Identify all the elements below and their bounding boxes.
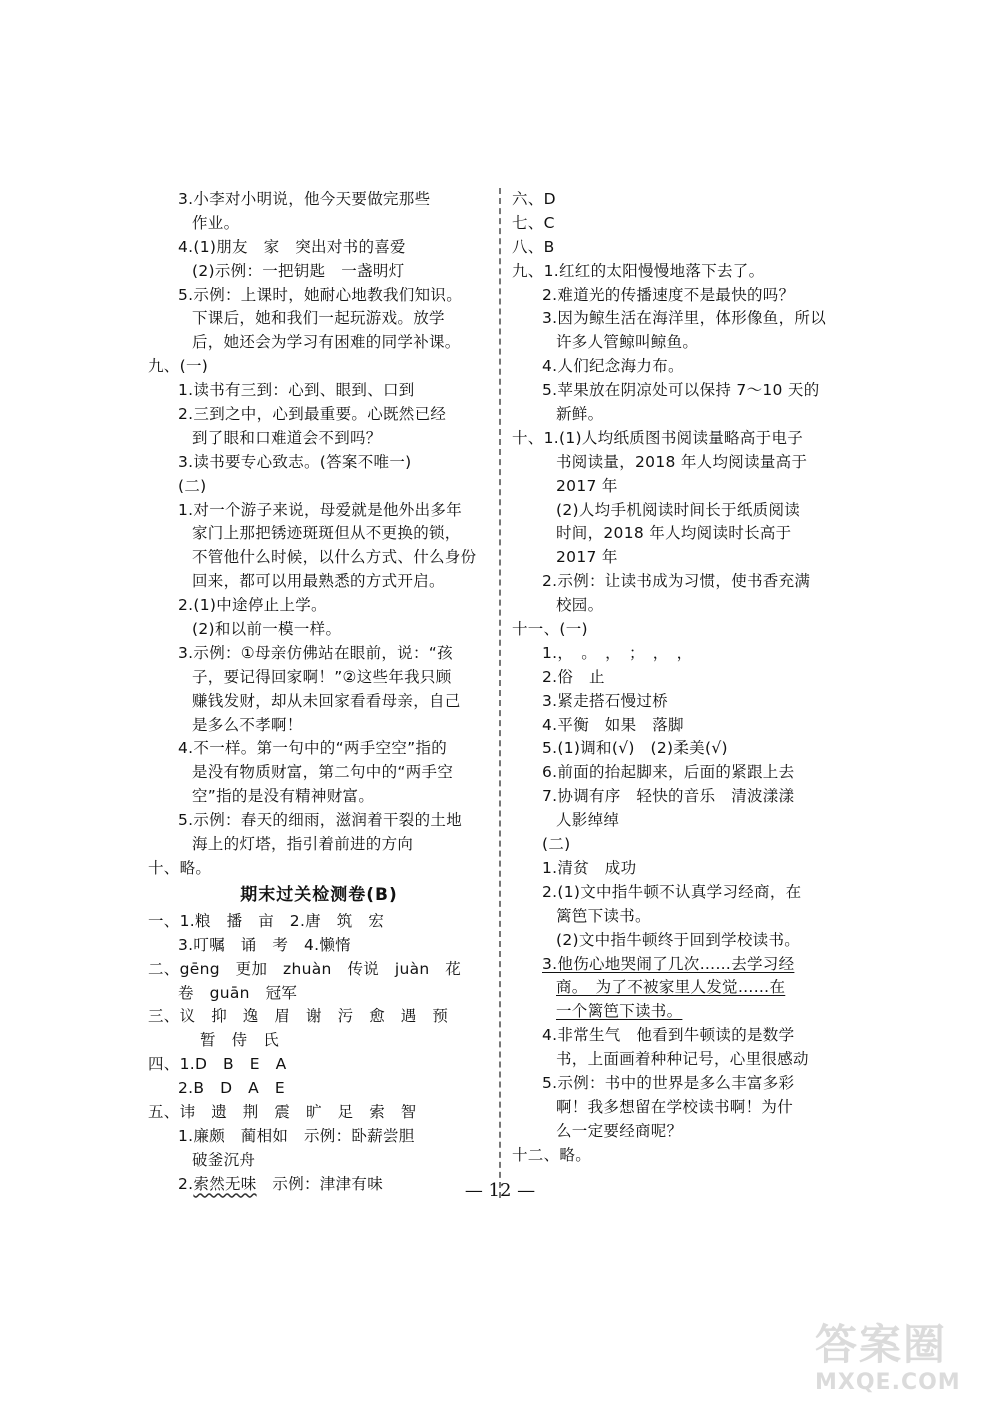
answer-line [148,427,490,451]
answer-text: 十、1.(1)人均纸质图书阅读量略高于电子 [512,428,804,447]
answer-line [148,236,490,260]
answer-text: 是多么不孝啊！ [192,715,303,734]
answer-line [512,331,852,355]
answer-text: 空”指的是没有精神财富。 [192,787,375,806]
answer-text: 2.俗 止 [542,667,605,686]
answer-text: 九、(一) [148,357,209,376]
answer-line [512,188,852,212]
answer-line [148,958,490,982]
answer-text: 海上的灯塔，指引着前进的方向 [192,835,414,854]
answer-line [148,666,490,690]
answer-text: 1.清贫 成功 [542,858,637,877]
answer-text: 是没有物质财富，第二句中的“两手空 [192,763,454,782]
answer-line [148,1029,490,1053]
answer-line [148,188,490,212]
answer-text: 1.廉颇 蔺相如 示例：卧薪尝胆 [178,1126,415,1145]
answer-text: 3.读书要专心致志。(答案不唯一) [178,452,412,471]
answer-line [512,881,852,905]
answer-text: 4.(1)朋友 家 突出对书的喜爱 [178,237,406,256]
answer-text: 校园。 [556,596,604,615]
answer-line [148,642,490,666]
answer-line [148,1005,490,1029]
answer-text: (2)人均手机阅读时间长于纸质阅读 [556,500,801,519]
answer-text: 2.(1)中途停止上学。 [178,596,327,615]
answer-text: 破釜沉舟 [192,1150,256,1169]
answer-line [148,857,490,881]
answer-text: (2)和以前一模一样。 [192,620,342,639]
answer-line [148,1077,490,1101]
watermark-top: 答案圈 [815,1320,948,1369]
answer-text: 卷 guān 冠军 [178,983,298,1002]
answer-line [512,451,852,475]
answer-line [148,714,490,738]
answer-text: (2)文中指牛顿终于回到学校读书。 [556,930,801,949]
answer-line [148,284,490,308]
answer-text: 五、讳 遗 荆 震 旷 足 索 智 [148,1102,417,1121]
answer-line [512,570,852,594]
answer-text: 3.示例：①母亲仿佛站在眼前，说：“孩 [178,643,453,662]
answer-line [148,307,490,331]
answer-text: 八、B [512,237,555,256]
answer-line [512,379,852,403]
answer-text: 篱笆下读书。 [556,906,651,925]
answer-line [512,1096,852,1120]
answer-line [148,522,490,546]
answer-line [512,522,852,546]
answer-text: 3.叮嘱 诵 考 4.懒惰 [178,935,351,954]
answer-line [148,690,490,714]
answer-line [148,1125,490,1149]
answer-line [512,976,852,1000]
answer-text: 十二、略。 [512,1145,592,1164]
answer-text: 2.索然无味 示例：津津有味 [178,1174,383,1193]
answer-text: 赚钱发财，却从未回家看看母亲，自己 [192,691,461,710]
answer-line [148,1053,490,1077]
answer-line [512,499,852,523]
answer-text: 2.B D A E [178,1079,285,1098]
answer-text: 暂 侍 氏 [200,1031,280,1050]
answer-text: 1.， 。 ， ； ， ， [542,643,693,662]
answer-text: 时间，2018 年人均阅读时长高于 [556,524,792,543]
answer-line [512,737,852,761]
answer-line [512,284,852,308]
answer-text: 下课后，她和我们一起玩游戏。放学 [192,309,445,328]
answer-line [512,642,852,666]
answer-line [148,761,490,785]
answer-line [512,355,852,379]
answer-line [512,1072,852,1096]
answer-text: 5.示例：春天的细雨，滋润着干裂的土地 [178,811,462,830]
answer-text: 人影绰绰 [556,811,620,830]
right-column [512,188,852,1168]
answer-text: 到了眼和口难道会不到吗？ [192,428,382,447]
answer-line [512,714,852,738]
answer-line [512,785,852,809]
answer-line [148,910,490,934]
answer-line [512,618,852,642]
answer-line [512,475,852,499]
answer-text: (2)示例：一把钥匙 一盏明灯 [192,261,405,280]
left-column [148,188,490,1197]
answer-line [512,594,852,618]
answer-text: (二) [178,476,207,495]
answer-line [148,982,490,1006]
answer-line [148,785,490,809]
answer-text: 2.示例：让读书成为习惯，使书香充满 [542,572,811,591]
answer-text: 书，上面画着种种记号，心里很感动 [556,1050,809,1069]
answer-line [148,212,490,236]
page-number: — 12 — [464,1180,536,1201]
answer-text: 九、1.红红的太阳慢慢地落下去了。 [512,261,765,280]
answer-text: 十一、(一) [512,620,588,639]
answer-text: 二、gēng 更加 zhuàn 传说 juàn 花 [148,959,462,978]
answer-line [148,379,490,403]
answer-text: 一、1.粮 播 亩 2.唐 筑 宏 [148,911,385,930]
answer-text: 七、C [512,213,555,232]
answer-text: 2.三到之中，心到最重要。心既然已经 [178,405,447,424]
answer-line [148,934,490,958]
answer-text: 7.协调有序 轻快的音乐 清波漾漾 [542,787,795,806]
answer-text: 2.(1)文中指牛顿不认真学习经商，在 [542,882,802,901]
answer-text: 商。 为了不被家里人发觉……在 [556,978,786,997]
answer-line [148,260,490,284]
answer-line [148,403,490,427]
answer-line [148,331,490,355]
answer-text: 三、议 抑 逸 眉 谢 污 愈 遇 预 [148,1007,449,1026]
answer-text: 啊！我多想留在学校读书啊！为什 [556,1097,794,1116]
answer-text: 新鲜。 [556,405,604,424]
answer-text: 2.难道光的传播速度不是最快的吗？ [542,285,795,304]
answer-line [512,1144,852,1168]
answer-line [148,1149,490,1173]
column-divider [499,188,501,1198]
answer-line [512,307,852,331]
answer-text: 四、1.D B E A [148,1055,287,1074]
answer-line [148,809,490,833]
answer-text: 4.人们纪念海力布。 [542,357,684,376]
answer-line [512,1120,852,1144]
answer-text: 3.紧走搭石慢过桥 [542,691,668,710]
answer-text: 5.示例：上课时，她耐心地教我们知识。 [178,285,462,304]
answer-line [148,355,490,379]
answer-text: 么一定要经商呢？ [556,1121,683,1140]
answer-text: 3.他伤心地哭闹了几次……去学习经 [542,954,795,973]
answer-line [512,236,852,260]
answer-line [512,953,852,977]
answer-text: 书阅读量，2018 年人均阅读量高于 [556,452,808,471]
answer-text: 4.非常生气 他看到牛顿读的是数学 [542,1026,795,1045]
answer-text: 六、D [512,190,556,208]
answer-text: 子，要记得回家啊！”②这些年我只顾 [192,667,452,686]
answer-text: 1.对一个游子来说，母爱就是他外出多年 [178,500,462,519]
answer-text: 1.读书有三到：心到、眼到、口到 [178,381,415,400]
answer-line [148,475,490,499]
watermark-bottom: MXQE.COM [815,1370,961,1395]
answer-text: 2017 年 [556,476,618,495]
answer-line [148,618,490,642]
section-title-text: 期末过关检测卷(B) [240,884,398,905]
answer-text: 5.苹果放在阴凉处可以保持 7～10 天的 [542,381,820,400]
answer-text: 回来，都可以用最熟悉的方式开启。 [192,572,445,591]
watermark-logo [815,1320,985,1400]
answer-text: 6.前面的抬起脚来，后面的紧跟上去 [542,763,795,782]
answer-line [512,905,852,929]
answer-text: (二) [542,835,571,854]
answer-text: 许多人管鲸叫鲸鱼。 [556,333,699,352]
answer-line [512,546,852,570]
answer-line [512,1048,852,1072]
section-title [148,881,490,910]
answer-text: 3.因为鲸生活在海洋里，体形像鱼，所以 [542,309,826,328]
answer-line [148,451,490,475]
answer-line [512,212,852,236]
answer-text: 一个篱笆下读书。 [556,1002,683,1021]
answer-line [148,737,490,761]
answer-line [512,1024,852,1048]
answer-text: 十、略。 [148,858,212,877]
answer-text: 家门上那把锈迹斑斑但从不更换的锁， [192,524,461,543]
answer-line [512,690,852,714]
answer-line [148,833,490,857]
answer-text: 4.不一样。第一句中的“两手空空”指的 [178,739,448,758]
answer-line [148,499,490,523]
answer-text: 5.(1)调和(√) (2)柔美(√) [542,739,728,758]
answer-line [512,666,852,690]
answer-line [512,857,852,881]
answer-text: 5.示例：书中的世界是多么丰富多彩 [542,1073,795,1092]
answer-line [512,260,852,284]
answer-line [512,427,852,451]
answer-text: 作业。 [192,213,240,232]
answer-line [512,403,852,427]
answer-text: 4.平衡 如果 落脚 [542,715,684,734]
answer-line [512,929,852,953]
answer-line [512,1000,852,1024]
answer-line [148,570,490,594]
answer-line [148,546,490,570]
answer-text: 3.小李对小明说，他今天要做完那些 [178,190,431,208]
answer-line [148,1101,490,1125]
answer-text: 后，她还会为学习有困难的同学补课。 [192,333,461,352]
answer-line [148,594,490,618]
answer-line [512,761,852,785]
answer-line [512,833,852,857]
answer-text: 不管他什么时候，以什么方式、什么身份 [192,548,477,567]
answer-text: 2017 年 [556,548,618,567]
answer-line [512,809,852,833]
